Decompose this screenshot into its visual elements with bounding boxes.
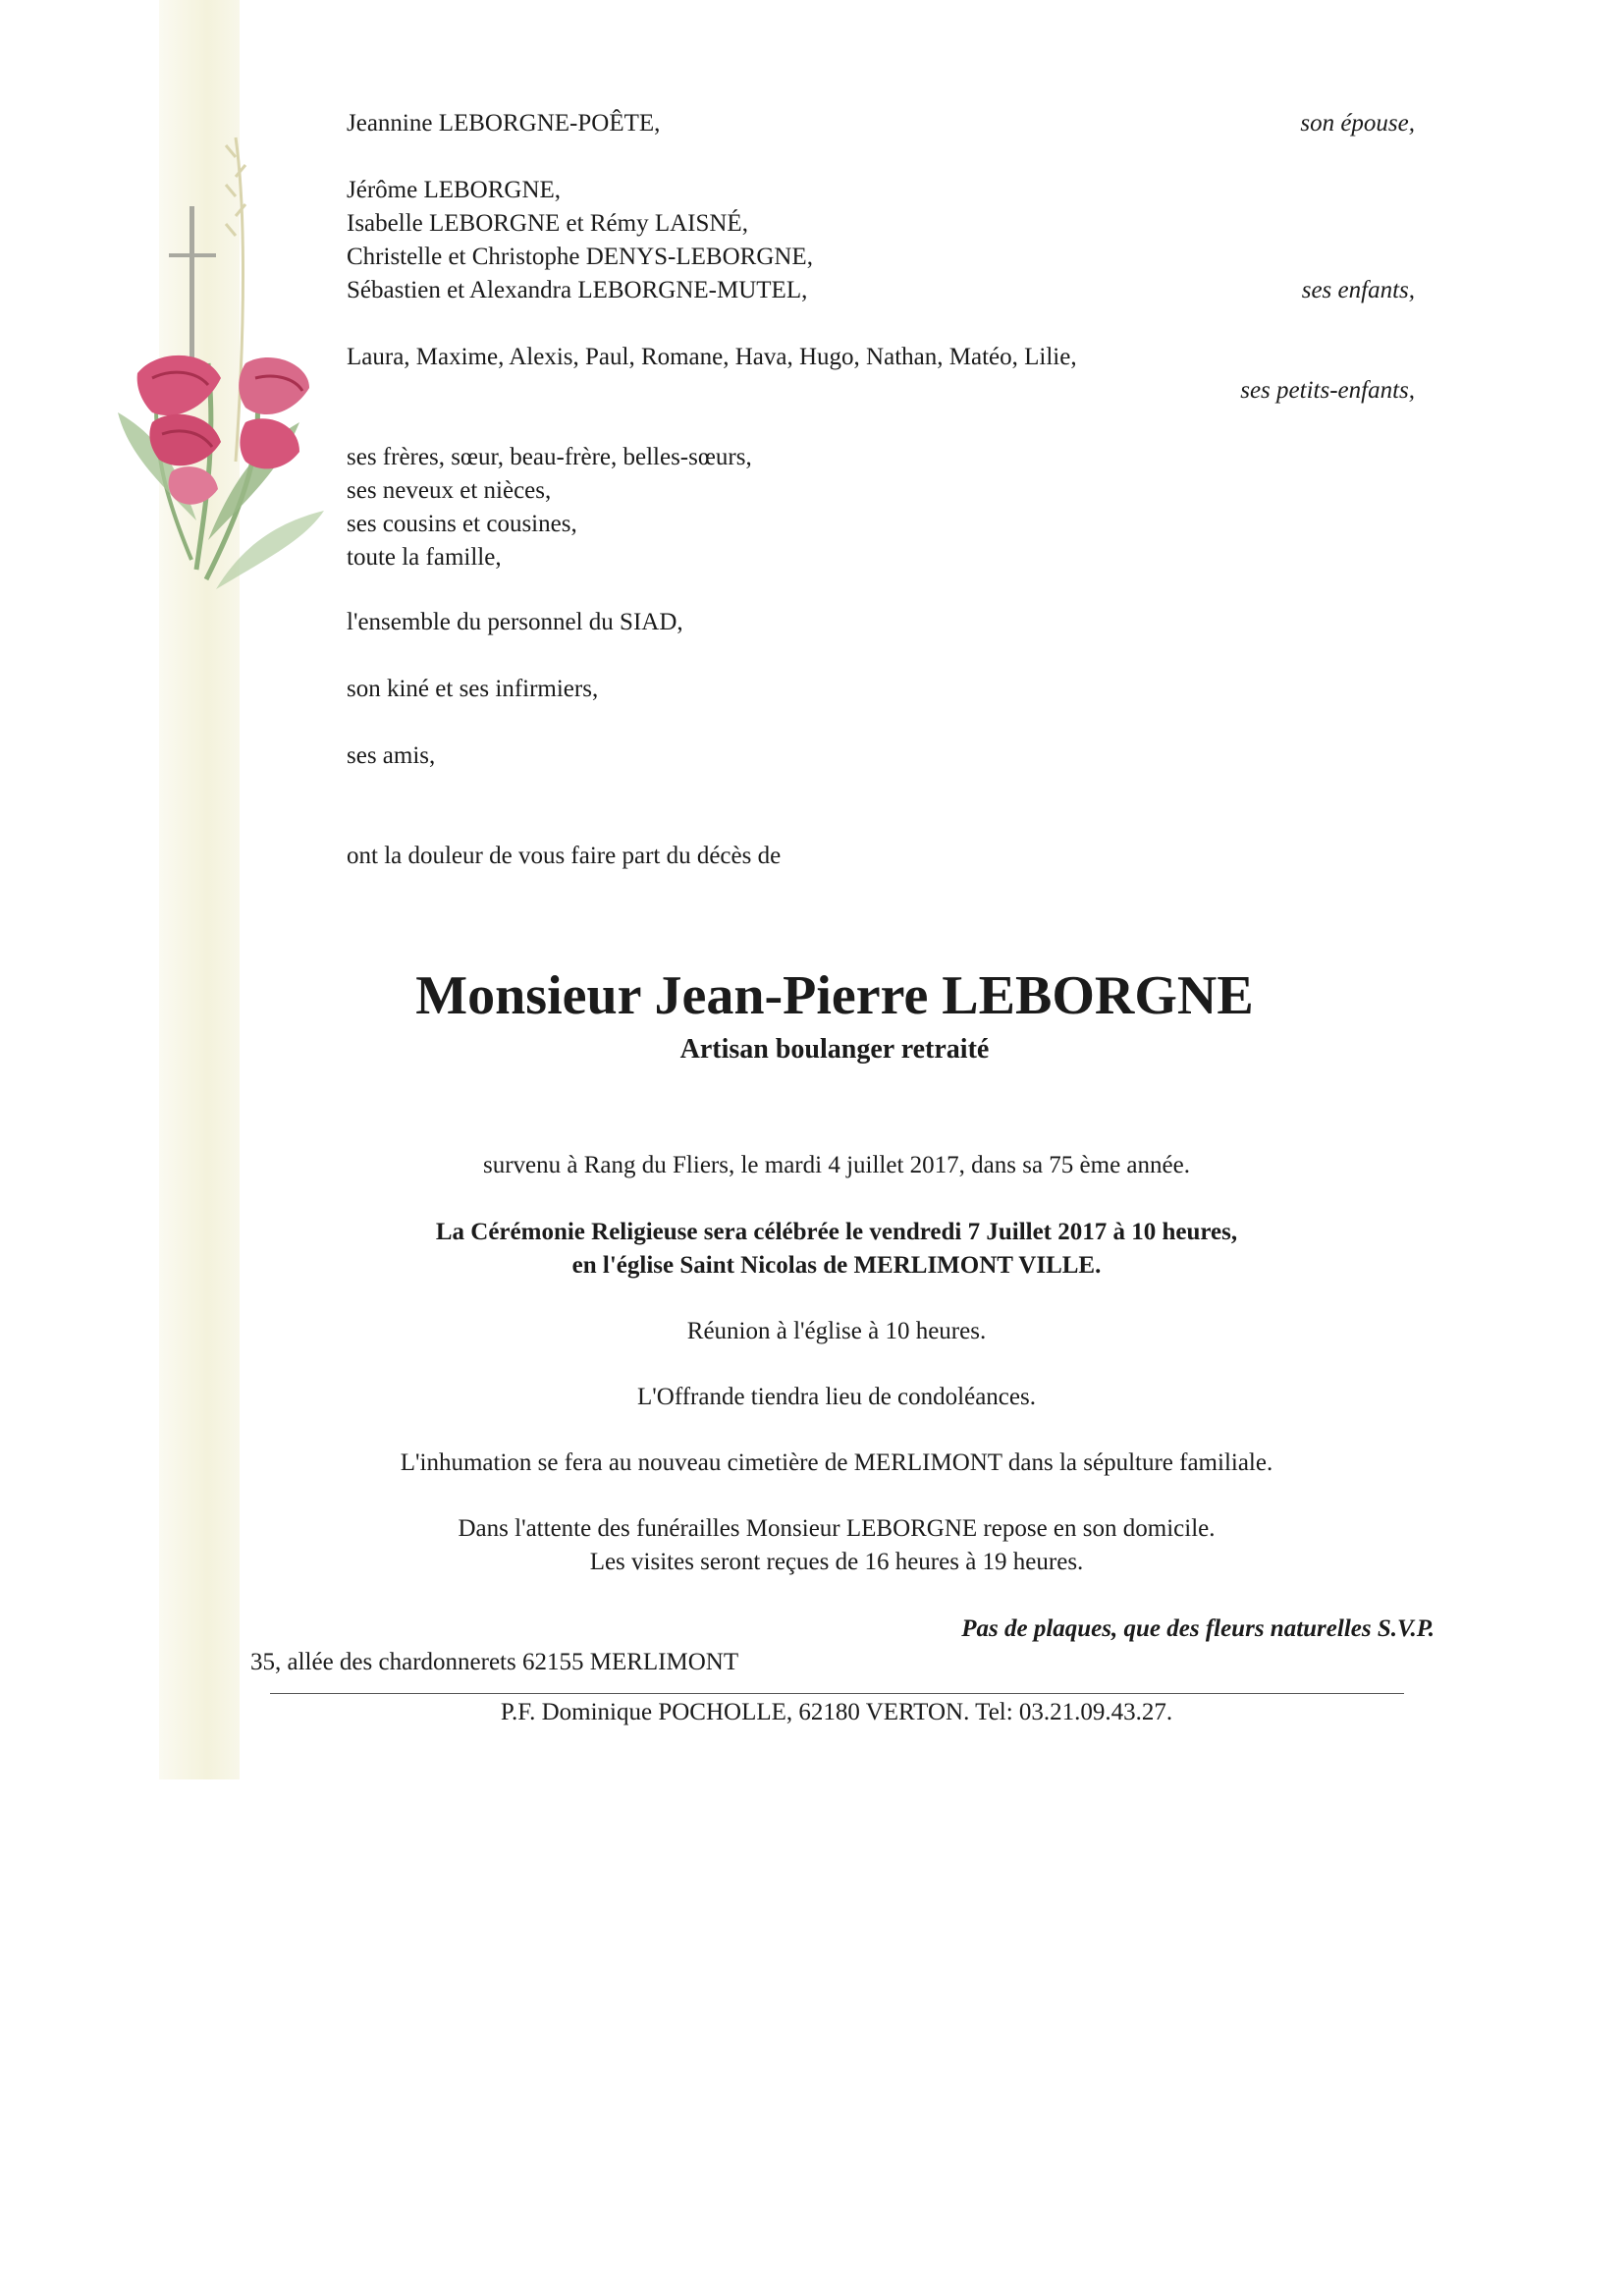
meeting-line: Réunion à l'église à 10 heures. — [686, 1318, 987, 1344]
announcement: ont la douleur de vous faire part du décès de — [347, 843, 782, 869]
spouse-name: Jeannine LEBORGNE-POÊTE, — [347, 110, 661, 137]
deceased-name: Monsieur Jean-Pierre LEBORGNE — [415, 965, 1254, 1026]
child-line: Christelle et Christophe DENYS-LEBORGNE, — [347, 244, 813, 270]
child-line: Sébastien et Alexandra LEBORGNE-MUTEL, — [347, 277, 808, 303]
child-line: Jérôme LEBORGNE, — [347, 177, 562, 203]
rest-line: Les visites seront reçues de 16 heures à 19 heures. — [589, 1549, 1084, 1575]
friends-line: ses amis, — [347, 742, 436, 769]
divider — [270, 1693, 1404, 1694]
ceremony-line: La Cérémonie Religieuse sera célébrée le vendredi 7 Juillet 2017 à 10 heures, — [435, 1219, 1238, 1245]
deceased-title: Artisan boulanger retraité — [679, 1034, 990, 1065]
burial-line: L'inhumation se fera au nouveau cimetière de MERLIMONT dans la sépulture familiale. — [400, 1449, 1273, 1476]
address: 35, allée des chardonnerets 62155 MERLIMONT — [250, 1649, 739, 1675]
lily-cross-icon — [98, 128, 334, 619]
grandchildren-relation: ses petits-enfants, — [1240, 377, 1415, 404]
family-line: ses cousins et cousines, — [347, 511, 577, 537]
rest-line: Dans l'attente des funérailles Monsieur LEBORGNE repose en son domicile. — [458, 1515, 1216, 1542]
child-line: Isabelle LEBORGNE et Rémy LAISNÉ, — [347, 210, 748, 237]
family-line: ses neveux et nièces, — [347, 477, 552, 504]
staff-line: l'ensemble du personnel du SIAD, — [347, 609, 683, 635]
ceremony-line: en l'église Saint Nicolas de MERLIMONT VILLE. — [571, 1252, 1102, 1279]
footer-contact: P.F. Dominique POCHOLLE, 62180 VERTON. Tel: 03.21.09.43.27. — [500, 1699, 1173, 1725]
children-relation: ses enfants, — [1301, 277, 1415, 303]
family-line: toute la famille, — [347, 544, 502, 571]
care-line: son kiné et ses infirmiers, — [347, 676, 599, 702]
offering-line: L'Offrande tiendra lieu de condoléances. — [637, 1384, 1036, 1410]
grandchildren-names: Laura, Maxime, Alexis, Paul, Romane, Hava, Hugo, Nathan, Matéo, Lilie, — [347, 344, 1077, 370]
flowers-note: Pas de plaques, que des fleurs naturelles S.V.P. — [961, 1615, 1435, 1642]
spouse-relation: son épouse, — [1300, 110, 1415, 137]
family-line: ses frères, sœur, beau-frère, belles-sœurs, — [347, 444, 752, 470]
death-info: survenu à Rang du Fliers, le mardi 4 juillet 2017, dans sa 75 ème année. — [483, 1152, 1190, 1178]
